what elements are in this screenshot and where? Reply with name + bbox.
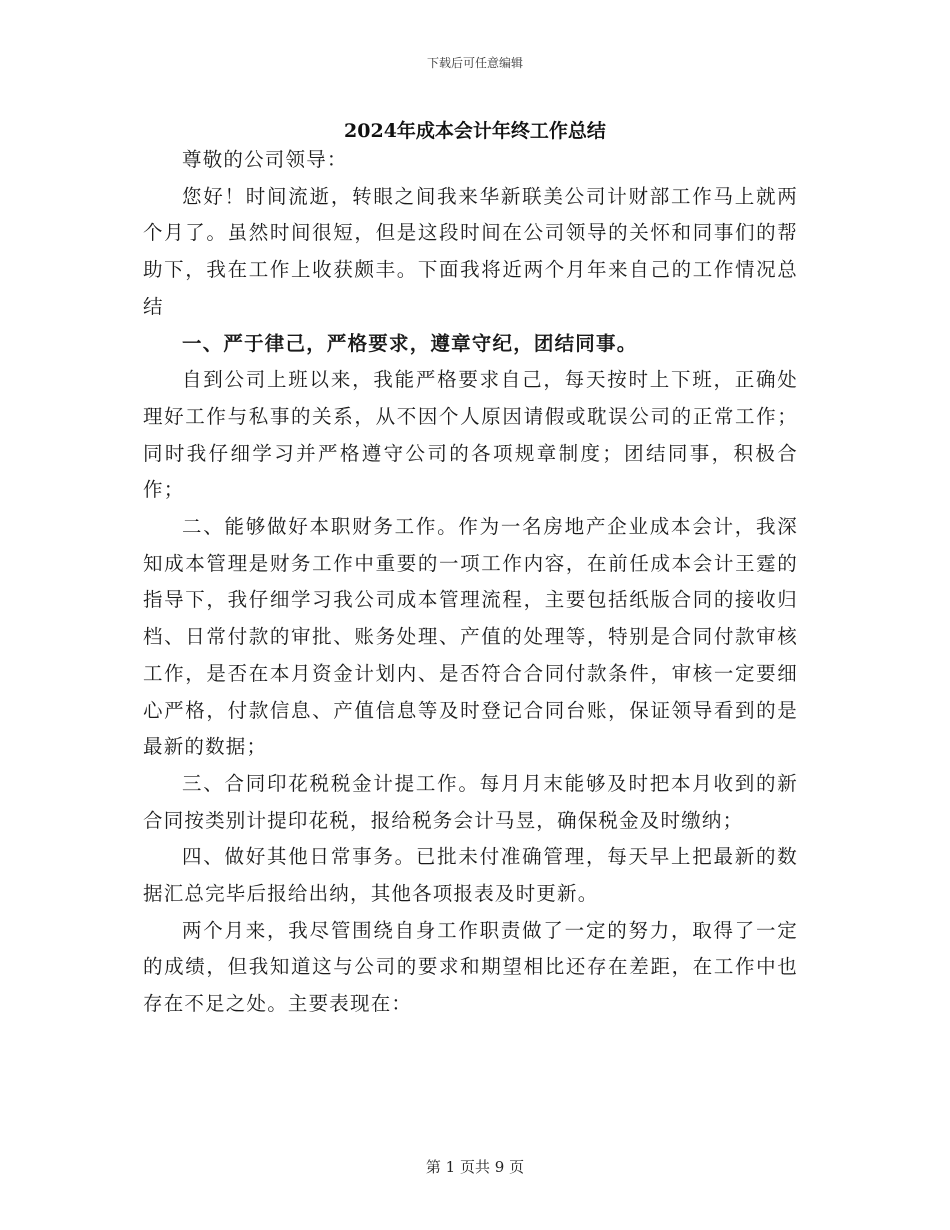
paragraph-finance-work: 二、能够做好本职财务工作。作为一名房地产企业成本会计，我深知成本管理是财务工作中重要的一项工作内容，在前任成本会计王霆的指导下，我仔细学习我公司成本管理流程，主要包括纸版合同的接收归档、日常付款的审批、账务处理、产值的处理等，特别是合同付款审核工作，是否在本月资金计划内、是否符合合同付款条件，审核一定要细心严格，付款信息、产值信息等及时登记合同台账，保证领导看到的是最新的数据； <box>143 515 798 759</box>
section-heading-1: 一、严于律己，严格要求，遵章守纪，团结同事。 <box>182 331 638 355</box>
paragraph-discipline: 自到公司上班以来，我能严格要求自己，每天按时上下班，正确处理好工作与私事的关系，从不因个人原因请假或耽误公司的正常工作；同时我仔细学习并严格遵守公司的各项规章制度；团结同事，积极合作； <box>143 368 798 502</box>
paragraph-shortcomings: 两个月来，我尽管围绕自身工作职责做了一定的努力，取得了一定的成绩，但我知道这与公司的要求和期望相比还存在差距，在工作中也存在不足之处。主要表现在： <box>143 918 798 1016</box>
page-number: 第 1 页共 9 页 <box>425 1158 525 1176</box>
salutation: 尊敬的公司领导： <box>182 148 348 171</box>
paragraph-daily-affairs: 四、做好其他日常事务。已批未付准确管理，每天早上把最新的数据汇总完毕后报给出纳，其他各项报表及时更新。 <box>143 845 798 906</box>
document-body <box>143 142 798 1023</box>
document-title: 2024年成本会计年终工作总结 <box>344 120 606 142</box>
paragraph-intro: 您好！时间流逝，转眼之间我来华新联美公司计财部工作马上就两个月了。虽然时间很短，但是这段时间在公司领导的关怀和同事们的帮助下，我在工作上收获颇丰。下面我将近两个月年来自己的工作情况总结 <box>143 184 798 318</box>
paragraph-stamp-tax: 三、合同印花税税金计提工作。每月月末能够及时把本月收到的新合同按类别计提印花税，报给税务会计马昱，确保税金及时缴纳； <box>143 771 798 832</box>
page-header-note: 下载后可任意编辑 <box>426 56 523 70</box>
